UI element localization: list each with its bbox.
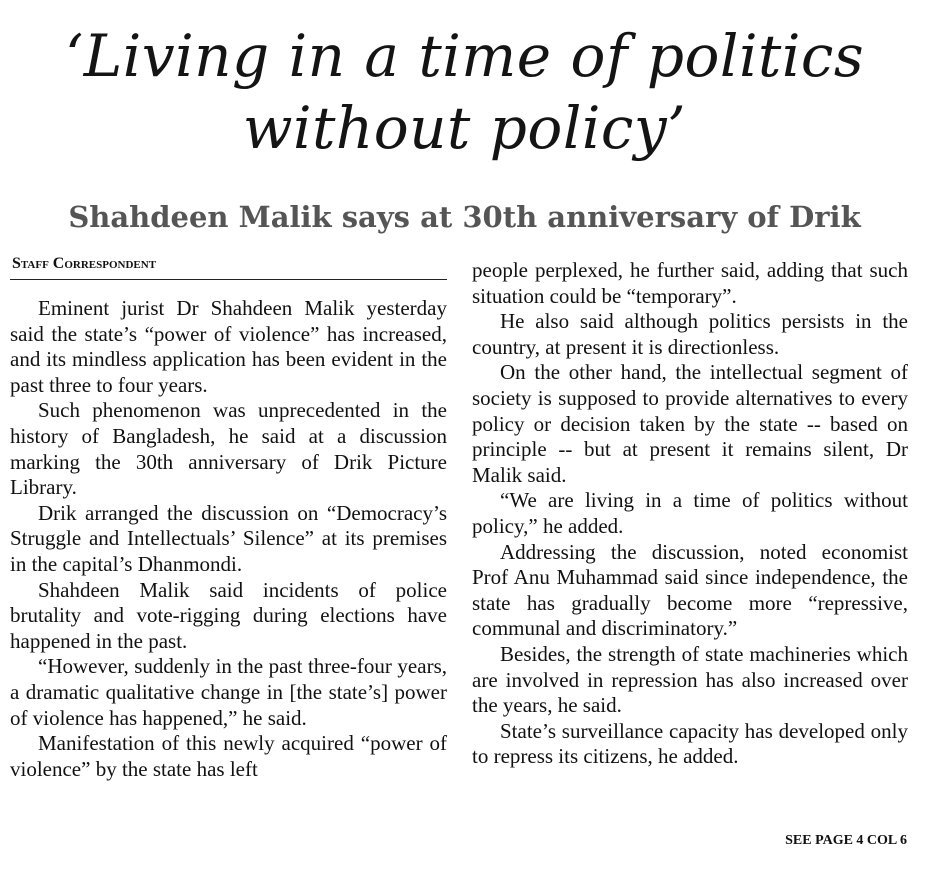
paragraph: State’s surveillance capacity has developed only to repress its citizens, he added. xyxy=(472,718,908,769)
article-column-right xyxy=(472,258,908,770)
paragraph: Drik arranged the discussion on “Democracy’s Struggle and Intellectuals’ Silence” at its premises in the capital’s Dhanmondi. xyxy=(10,500,447,576)
continuation-jump-line: SEE PAGE 4 COL 6 xyxy=(785,833,907,848)
headline xyxy=(0,20,929,164)
paragraph-continued: people perplexed, he further said, adding that such situation could be “temporary”. xyxy=(472,258,908,308)
paragraph: He also said although politics persists in the country, at present it is directionless. xyxy=(472,309,908,359)
subheadline: Shahdeen Malik says at 30th anniversary of Drik xyxy=(68,200,861,234)
byline-divider xyxy=(10,279,447,280)
paragraph: “We are living in a time of politics without policy,” he added. xyxy=(472,488,908,538)
paragraph: “However, suddenly in the past three-four years, a dramatic qualitative change in [the state’s] power of violence has happened,” he said. xyxy=(10,654,447,730)
paragraph: Besides, the strength of state machineries which are involved in repression has also increased over the years, he said. xyxy=(472,641,908,718)
article-column-left xyxy=(10,296,447,782)
paragraph: Such phenomenon was unprecedented in the history of Bangladesh, he said at a discussion marking the 30th anniversary of Drik Picture Library. xyxy=(10,398,447,500)
paragraph: Eminent jurist Dr Shahdeen Malik yesterday said the state’s “power of violence” has increased, and its mindless application has been evident in the past three to four years. xyxy=(10,296,447,397)
paragraph: Manifestation of this newly acquired “power of violence” by the state has left xyxy=(10,731,447,781)
byline: Staff Correspondent xyxy=(12,255,157,272)
paragraph: Addressing the discussion, noted economist Prof Anu Muhammad said since independence, the state has gradually become more “repressive, communal and discriminatory.” xyxy=(472,539,908,641)
paragraph: On the other hand, the intellectual segment of society is supposed to provide alternatives to every policy or decision taken by the state -- based on principle -- but at present it remains silent, Dr Malik said. xyxy=(472,360,908,487)
paragraph: Shahdeen Malik said incidents of police brutality and vote-rigging during elections have happened in the past. xyxy=(10,577,447,653)
headline-line-2: without policy’ xyxy=(242,94,687,162)
headline-line-1: ‘Living in a time of politics xyxy=(64,22,865,90)
